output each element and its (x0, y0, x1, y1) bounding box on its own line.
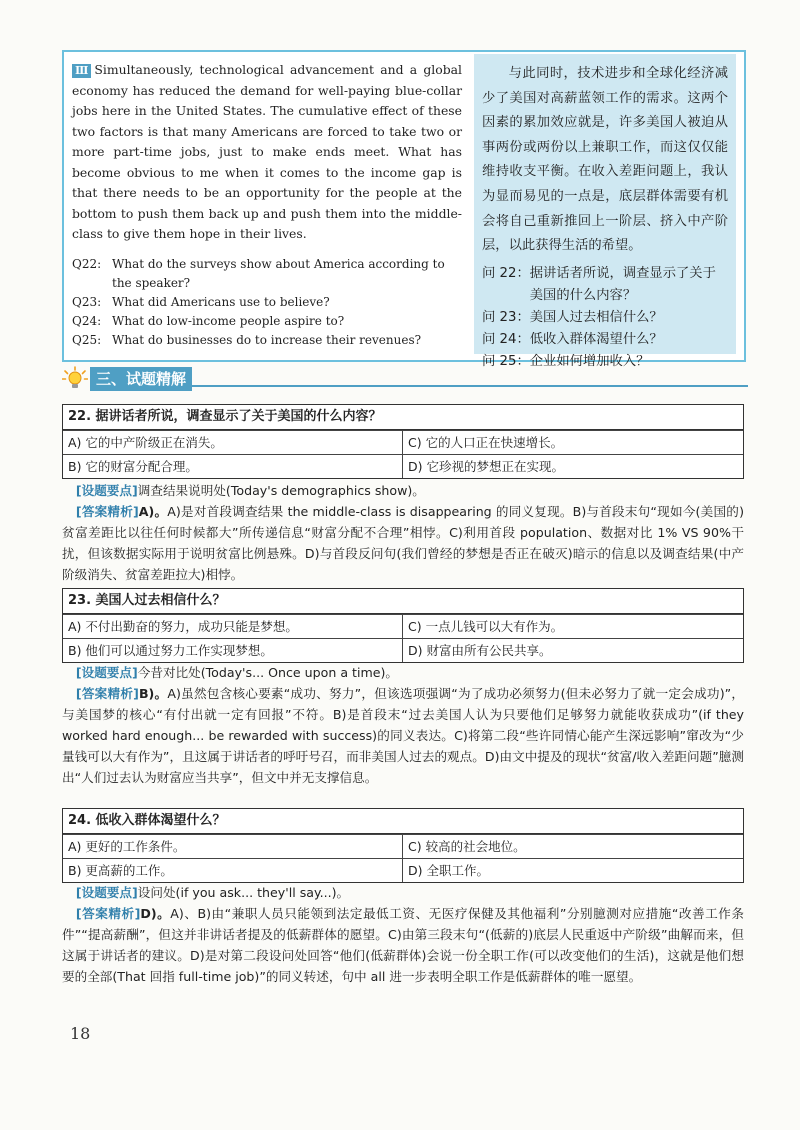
analysis-text: A)是对首段调查结果 the middle-class is disappearing 的同义复现。B)与首段末句“现如今(美国的)贫富差距比以往任何时候都大”所传递信息“财富分配不合理”相悖。C)利用首段 population、数据对比 1% VS 90%干扰，但该数据实际用于说明贫富比例悬殊。D)与首段反问句(我们曾经的梦想是否正在破灭)暗示的信息以及调查结果(中产阶级消失、贫富差距拉大)相悖。 (62, 504, 744, 582)
question-item (482, 263, 728, 307)
question-text: 企业如何增加收入？ (529, 353, 650, 369)
option-row (63, 430, 743, 454)
option-b: B) 更高薪的工作。 (63, 859, 403, 882)
question-number: Q22: (72, 256, 102, 271)
section-heading (62, 366, 748, 392)
question-text: What did Americans use to believe? (112, 294, 330, 309)
passage-box (62, 50, 746, 369)
design-point (62, 662, 744, 683)
section-divider (192, 385, 748, 387)
question-24-table (62, 808, 744, 883)
chinese-text: 与此同时，技术进步和全球化经济减少了美国对高薪蓝领工作的需求。这两个因素的累加效应就是，许多美国人被迫从事两份或两份以上兼职工作，而这仅仅能维持收支平衡。在收入差距问题上，我认为显而易见的一点是，底层群体需要有机会将自己重新推回上一阶层、挤入中产阶层，以此获得生活的希望。 (482, 66, 728, 254)
point-text: 设问处(if you ask... they'll say...)。 (137, 885, 350, 900)
chinese-question-list (482, 263, 728, 373)
option-d: D) 全职工作。 (408, 863, 489, 878)
option-a: A) 更好的工作条件。 (63, 835, 403, 858)
answer-letter: B)。 (138, 686, 168, 701)
question-22-table (62, 404, 744, 479)
option-row (63, 834, 743, 858)
answer-analysis (62, 903, 744, 987)
question-item (72, 293, 462, 312)
analysis-text: A)虽然包含核心要素“成功、努力”，但该选项强调“为了成功必须努力(但未必努力了就一定会成功)”，与美国梦的核心“有付出就一定有回报”不符。B)是首段末“过去美国人认为只要他们足够努力就能收获成功”(if they worked hard enough... be rewarded with success)的同义表达。C)将第二段“些许同情心能产生深远影响”窜改为“少量钱可以大有作为”，且这属于讲话者的呼吁号召，而非美国人过去的观点。D)由文中提及的现状“贫富/收入差距问题”臆测出“人们过去认为财富应当共享”，但文中并无支撑信息。 (62, 686, 745, 785)
question-text: What do low-income people aspire to? (112, 313, 345, 328)
question-number: 问 25： (482, 353, 530, 369)
question-title: 22. 据讲话者所说，调查显示了关于美国的什么内容？ (63, 405, 743, 430)
question-number: 问 24： (482, 331, 530, 347)
option-b: B) 他们可以通过努力工作实现梦想。 (63, 639, 403, 662)
question-23-table (62, 588, 744, 663)
option-row (63, 454, 743, 478)
point-text: 调查结果说明处(Today's demographics show)。 (137, 483, 425, 498)
question-item (72, 255, 462, 293)
answer-letter: A)。 (138, 504, 168, 519)
question-text: What do businesses do to increase their revenues? (112, 332, 422, 347)
answer-letter: D)。 (140, 906, 171, 921)
question-title: 24. 低收入群体渴望什么？ (63, 809, 743, 834)
option-row (63, 614, 743, 638)
option-c: C) 较高的社会地位。 (408, 839, 526, 854)
question-22-analysis (62, 480, 744, 585)
question-text: 据讲话者所说，调查显示了关于美国的什么内容？ (529, 265, 716, 303)
question-number: Q23: (72, 294, 102, 309)
english-passage (72, 60, 462, 350)
question-number: 问 22： (482, 265, 530, 281)
question-24-analysis (62, 882, 744, 987)
english-question-list (72, 255, 462, 350)
question-item (72, 331, 462, 350)
english-text: Simultaneously, technological advancement and a global economy has reduced the demand for well-paying blue-collar jobs here in the United States. The cumulative effect of these two factors is that many Americans are forced to take two or more part-time jobs, just to make ends meet. What has become obvious to me when it comes to the income gap is that there needs to be an opportunity for the people at the bottom to push them back up and push them into the middle-class to give them hope in their lives. (72, 62, 462, 241)
point-text: 今昔对比处(Today's... Once upon a time)。 (137, 665, 399, 680)
question-number: Q24: (72, 313, 102, 328)
option-d: D) 财富由所有公民共享。 (408, 643, 552, 658)
section-title: 三、试题精解 (90, 367, 192, 391)
page-number: 18 (70, 1024, 91, 1043)
answer-analysis (62, 501, 744, 585)
question-number: 问 23： (482, 309, 530, 325)
question-title: 23. 美国人过去相信什么？ (63, 589, 743, 614)
question-text: 低收入群体渴望什么？ (529, 331, 663, 347)
english-paragraph (72, 60, 462, 245)
question-item (482, 329, 728, 351)
question-item (482, 307, 728, 329)
question-number: Q25: (72, 332, 102, 347)
chinese-translation (474, 54, 736, 369)
option-b: B) 它的财富分配合理。 (63, 455, 403, 478)
question-23-analysis (62, 662, 744, 788)
option-a: A) 不付出勤奋的努力，成功只能是梦想。 (63, 615, 403, 638)
option-c: C) 一点儿钱可以大有作为。 (408, 619, 564, 634)
option-c: C) 它的人口正在快速增长。 (408, 435, 564, 450)
option-row (63, 638, 743, 662)
design-point (62, 882, 744, 903)
answer-analysis (62, 683, 744, 788)
point-tag: [设题要点] (75, 885, 138, 900)
analysis-tag: [答案精析] (75, 504, 139, 519)
point-tag: [设题要点] (75, 483, 138, 498)
point-tag: [设题要点] (75, 665, 138, 680)
analysis-tag: [答案精析] (75, 686, 139, 701)
question-item (72, 312, 462, 331)
option-d: D) 它珍视的梦想正在实现。 (408, 459, 564, 474)
option-row (63, 858, 743, 882)
option-a: A) 它的中产阶级正在消失。 (63, 431, 403, 454)
question-text: What do the surveys show about America according to the speaker? (112, 256, 445, 290)
analysis-tag: [答案精析] (75, 906, 141, 921)
design-point (62, 480, 744, 501)
analysis-text: A)、B)由“兼职人员只能领到法定最低工资、无医疗保健及其他福利”分别臆测对应措施“改善工作条件”“提高薪酬”，但这并非讲话者提及的低薪群体的愿望。C)由第三段末句“(低薪的)底层人民重返中产阶级”曲解而来，但这属于讲话者的建议。D)是对第二段设问处回答“他们(低薪群体)会说一份全职工作(可以改变他们的生活)，这就是他们想要的全部(That 回指 full-time job)”的同义转述，句中 all 进一步表明全职工作是低薪群体的唯一愿望。 (62, 906, 745, 984)
question-text: 美国人过去相信什么？ (529, 309, 663, 325)
section-numeral: Ⅲ (72, 64, 91, 78)
lightbulb-icon (62, 366, 88, 392)
